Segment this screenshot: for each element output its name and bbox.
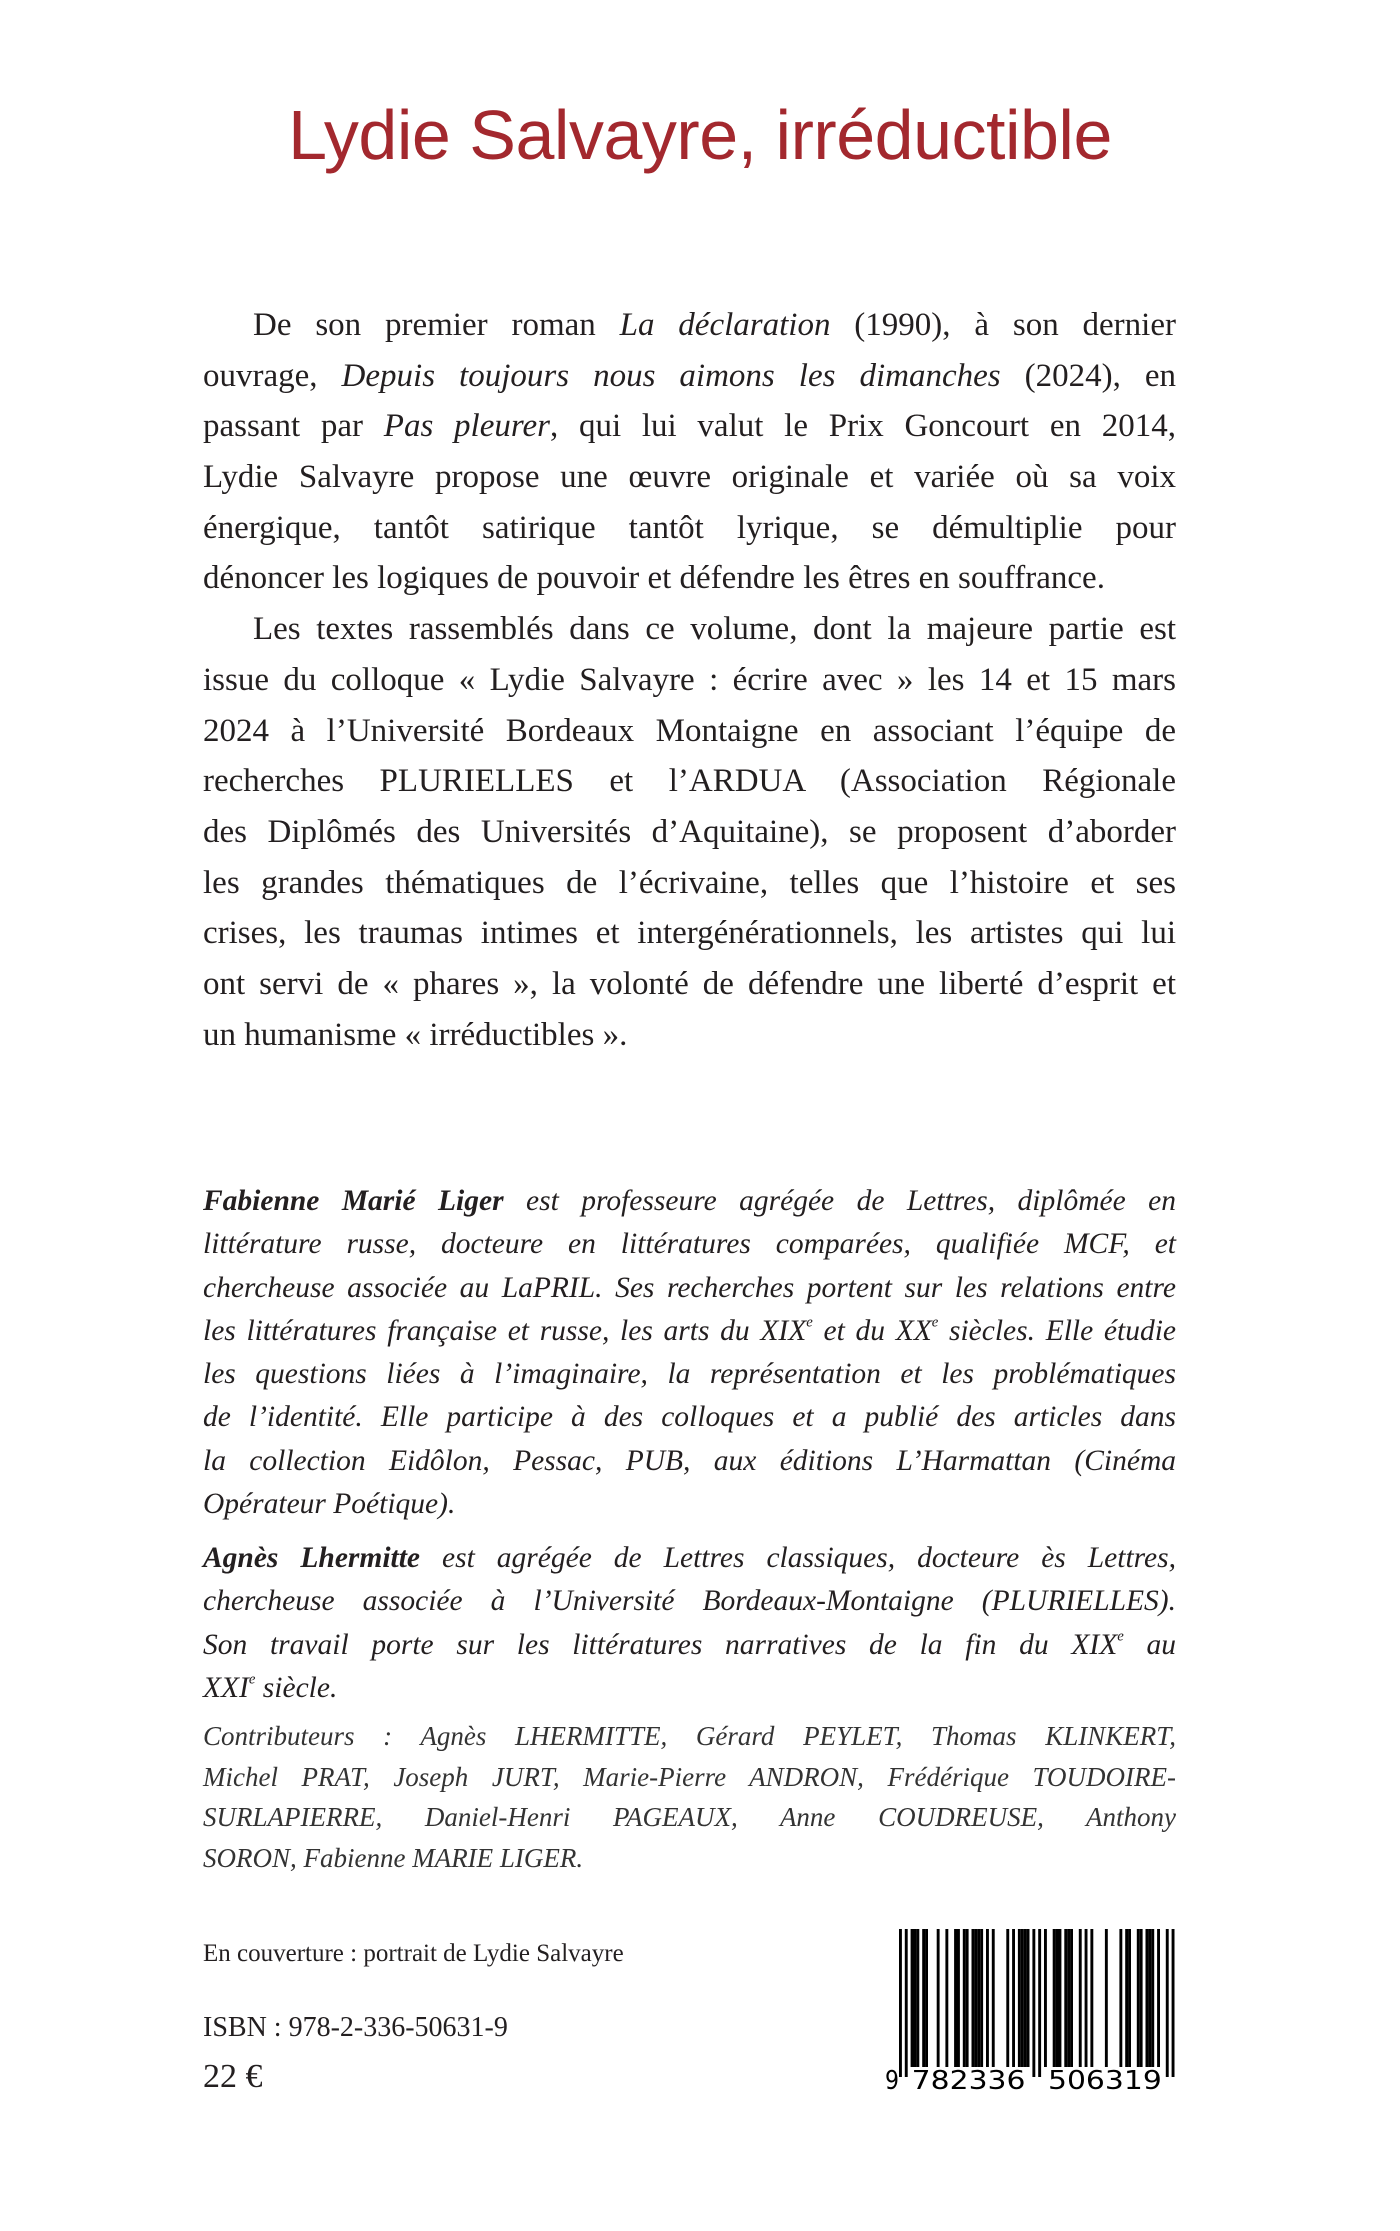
barcode-bar [945,1929,948,2067]
text-segment: passant par [203,408,384,445]
text-segment: chercheuse associée au LaPRIL. Ses recherches portent sur les relations entre [203,1271,1176,1304]
text-segment: chercheuse associée à l’Université Bordeaux-Montaigne (PLURIELLES). [203,1585,1176,1618]
text-segment: énergique, tantôt satirique tantôt lyrique, se démultiplie pour [203,509,1176,546]
text-line [203,959,1176,1010]
text-line [203,1580,1176,1623]
text-segment: un humanisme « irréductibles ». [203,1016,628,1053]
italic-title: Depuis toujours nous aimons les dimanches [341,357,1001,394]
text-line [203,553,1176,604]
text-segment: Lydie Salvayre propose une œuvre originale et variée où sa voix [203,459,1176,496]
text-line [203,908,1176,959]
barcode-bar [1038,1929,1041,2077]
barcode-bar [1157,1929,1160,2067]
text-segment: littérature russe, docteure en littératures comparées, qualifiée MCF, et [203,1228,1176,1261]
barcode-bar [1012,1929,1015,2067]
text-segment: est agrégée de Lettres classiques, docteure ès Lettres, [420,1542,1176,1574]
text-segment: XXI [203,1671,249,1704]
text-segment: Michel PRAT, Joseph JURT, Marie-Pierre ANDRON, Frédérique TOUDOIRE- [203,1761,1176,1792]
text-segment: dénoncer les logiques de pouvoir et défendre les êtres en souffrance. [203,560,1105,597]
text-line [203,1667,1176,1710]
text-segment: siècle. [255,1671,338,1704]
text-line [203,1757,1176,1798]
barcode-bar [1070,1929,1073,2067]
price: 22 € [203,2058,263,2095]
contributors-list [203,1716,1176,1878]
barcode-bar [937,1929,940,2067]
text-segment: issue du colloque « Lydie Salvayre : écrire avec » les 14 et 15 mars [203,661,1176,698]
barcode-bar [922,1929,925,2067]
barcode-bar [1085,1929,1088,2067]
barcode-bar [966,1929,969,2067]
barcode-bar [1172,1929,1175,2077]
text-line [203,756,1176,807]
barcode-bar [1021,1929,1024,2067]
text-segment: SURLAPIERRE, Daniel-Henri PAGEAUX, Anne COUDREUSE, Anthony [203,1802,1176,1832]
text-line [203,1396,1176,1439]
author-bio-lhermitte [203,1537,1176,1710]
text-line [203,1624,1176,1667]
text-segment: au [1123,1628,1176,1661]
barcode-bar [916,1929,919,2067]
text-line [203,1716,1176,1757]
italic-title: La déclaration [619,307,831,343]
barcode-bar [1137,1929,1140,2067]
text-line [203,1310,1176,1353]
barcode-bar [1119,1929,1122,2067]
barcode-bar [1064,1929,1067,2067]
barcode-bar [1006,1929,1009,2067]
text-segment: est professeure agrégée de Lettres, diplômée en [503,1185,1176,1217]
author-name: Fabienne Marié Liger [203,1185,504,1217]
text-segment: , qui lui valut le Prix Goncourt en 2014, [549,408,1176,445]
barcode-bar [1079,1929,1082,2067]
text-segment: la collection Eidôlon, Pessac, PUB, aux éditions L’Harmattan (Cinéma [203,1444,1176,1477]
barcode-bar [954,1929,957,2067]
barcode-bar [899,1929,902,2077]
text-line [203,1267,1176,1310]
barcode-bar [1140,1929,1143,2067]
text-segment: les littératures française et russe, les arts du XIX [203,1314,807,1347]
text-segment: les grandes thématiques de l’écrivaine, telles que l’histoire et ses [203,864,1176,901]
barcode-bar [1032,1929,1035,2077]
barcode-bar [992,1929,995,2067]
text-segment: de l’identité. Elle participe à des colloques et a publié des articles dans [203,1401,1176,1434]
cover-credit: En couverture : portrait de Lydie Salvayre [203,1940,624,1967]
text-line [203,1797,1176,1838]
text-line [203,351,1176,402]
barcode-bar [1151,1929,1154,2067]
text-segment: Son travail porte sur les littératures narratives de la fin du XIX [203,1628,1118,1661]
text-line [203,401,1176,452]
barcode-bar [1146,1929,1149,2067]
barcode-bar [1090,1929,1093,2067]
barcode-bar [1053,1929,1056,2067]
text-segment: e [931,1314,939,1331]
barcode-bar [1105,1929,1108,2067]
text-segment: ouvrage, [203,357,342,394]
text-segment: e [1117,1628,1124,1645]
author-name: Agnès Lhermitte [203,1542,421,1574]
text-segment: Les textes rassemblés dans ce volume, dont la majeure partie est [253,611,1176,648]
barcode-digit-first: 9 [885,2066,899,2092]
text-line [203,1223,1176,1266]
barcode-bar [1148,1929,1151,2067]
barcode-bar [974,1929,977,2067]
text-segment: (2024), en [1000,357,1176,394]
text-segment: crises, les traumas intimes et intergénérationnels, les artistes qui lui [203,915,1176,952]
barcode-bar [977,1929,980,2067]
text-line [203,807,1176,858]
text-segment: siècles. Elle étudie [938,1314,1176,1347]
barcode-bar [1059,1929,1062,2067]
barcode-bar [957,1929,960,2067]
barcode-bar [1125,1929,1128,2067]
text-segment: De son premier roman [253,307,620,343]
text-line [203,1010,1176,1061]
text-line [203,300,1176,351]
text-segment: les questions liées à l’imaginaire, la représentation et les problématiques [203,1358,1176,1391]
book-title: Lydie Salvayre, irréductible [288,96,1112,174]
barcode-bar [1024,1929,1027,2067]
barcode-bar [1018,1929,1021,2067]
barcode [885,1927,1175,2092]
italic-title: Pas pleurer [383,408,550,445]
text-line [203,858,1176,909]
barcode-bar [1067,1929,1070,2067]
barcode-bar [1166,1929,1169,2077]
text-segment: 2024 à l’Université Bordeaux Montaigne en associant l’équipe de [203,712,1176,749]
text-line [203,1440,1176,1483]
barcode-bar [986,1929,989,2067]
text-segment: recherches PLURIELLES et l’ARDUA (Association Régionale [203,763,1176,800]
text-line [203,503,1176,554]
text-line [203,1353,1176,1396]
barcode-bar [905,1929,908,2077]
barcode-digits-right: 506319 [1048,2066,1162,2092]
barcode-bar [911,1929,914,2067]
text-line [203,1483,1176,1526]
barcode-bar [963,1929,966,2067]
isbn: ISBN : 978-2-336-50631-9 [203,2012,508,2043]
barcode-bar [1044,1929,1047,2067]
barcode-bar [914,1929,917,2067]
text-line [203,1537,1176,1580]
text-line [203,706,1176,757]
barcode-bar [1056,1929,1059,2067]
text-segment: ont servi de « phares », la volonté de défendre une liberté d’esprit et [203,965,1176,1002]
text-line [203,604,1176,655]
text-segment: et du XX [812,1314,932,1347]
author-bio-liger [203,1180,1176,1526]
text-line [203,1838,1176,1879]
barcode-bar [980,1929,983,2067]
text-segment: e [806,1314,813,1331]
text-line [203,655,1176,706]
text-segment: Contributeurs : Agnès LHERMITTE, Gérard PEYLET, Thomas KLINKERT, [203,1721,1176,1751]
barcode-bar [1027,1929,1030,2067]
text-segment: des Diplômés des Universités d’Aquitaine), se proposent d’aborder [203,813,1176,850]
text-line [203,452,1176,503]
text-segment: (1990), à son dernier [830,307,1176,343]
text-segment: e [248,1671,256,1688]
barcode-bar [972,1929,975,2067]
barcode-bar [925,1929,928,2067]
blurb-text [203,300,1176,1060]
barcode-bar [1128,1929,1131,2067]
text-segment: SORON, Fabienne MARIE LIGER. [203,1842,584,1873]
barcode-digits-left: 782336 [911,2066,1026,2092]
text-line [203,1180,1176,1223]
text-segment: Opérateur Poétique). [203,1488,456,1521]
